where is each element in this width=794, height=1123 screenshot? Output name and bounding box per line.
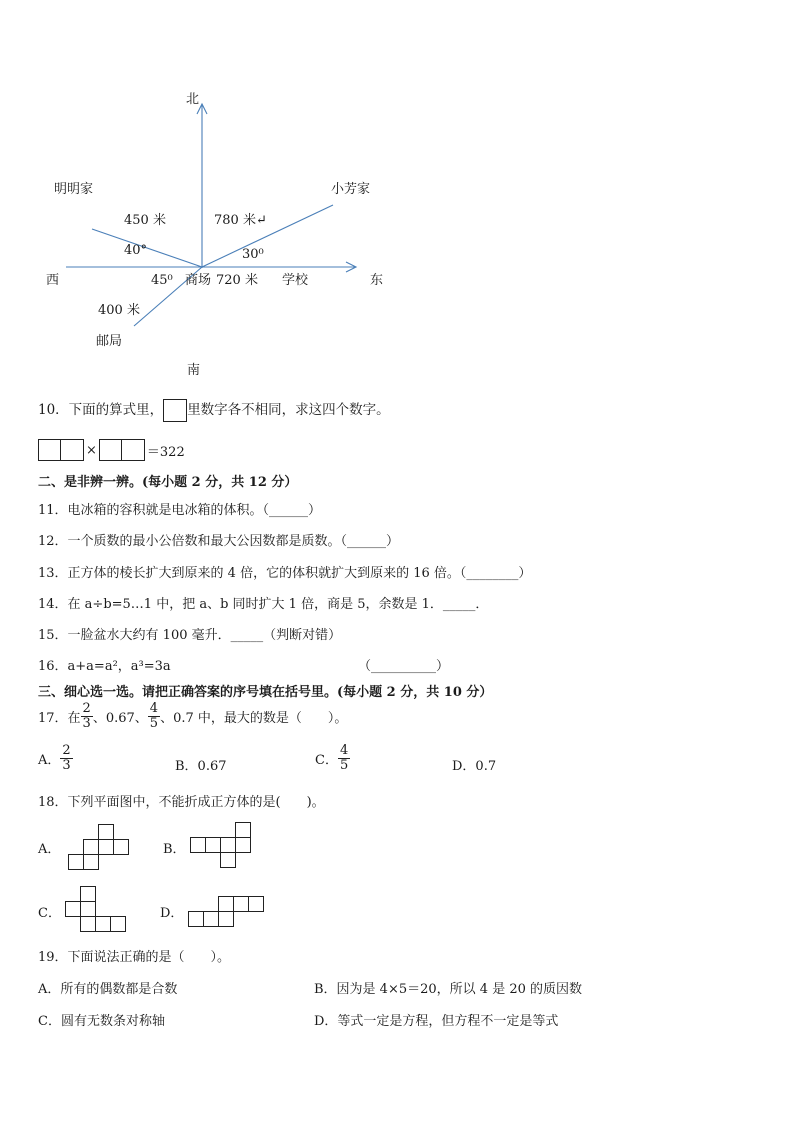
q17-option-c-den: 5 [339, 757, 349, 773]
east-label: 东 [370, 273, 384, 288]
xiaofang-home-label: 小芳家 [331, 182, 371, 197]
angle-30: 30⁰ [242, 247, 264, 262]
q10-text-before: 10．下面的算式里， [38, 402, 164, 418]
q17-mid: 、0.67、 [92, 710, 148, 726]
q19-option-b[interactable]: B．因为是 4×5＝20，所以 4 是 20 的质因数 [314, 982, 583, 997]
q17-option-a-label: A． [38, 752, 61, 768]
q17-option-c-frac [338, 744, 350, 772]
q10-times: × [86, 442, 97, 458]
q10-box-4[interactable] [122, 439, 145, 461]
q17-frac-2 [148, 702, 160, 730]
q17-suffix: 、0.7 中，最大的数是（ ）。 [160, 710, 348, 726]
north-label: 北 [186, 92, 200, 107]
q17-frac-2-num: 4 [149, 701, 159, 716]
q17-option-c-label: C． [315, 752, 338, 768]
q17-option-a-den: 3 [62, 757, 71, 773]
q13: 13．正方体的棱长扩大到原来的 4 倍，它的体积就扩大到原来的 16 倍。（________） [38, 566, 532, 581]
q14: 14．在 a÷b=5…1 中，把 a、b 同时扩大 1 倍，商是 5，余数是 1．_____． [38, 597, 489, 612]
q19-option-c[interactable]: C．圆有无数条对称轴 [38, 1014, 165, 1029]
q10-text-after: 里数字各不相同，求这四个数字。 [187, 402, 390, 418]
q17-frac-1-den: 3 [82, 715, 91, 731]
q18-text: 18．下列平面图中，不能折成正方体的是( )。 [38, 795, 325, 810]
q17-frac-1-num: 2 [82, 701, 91, 716]
q17-option-c-num: 4 [339, 743, 349, 758]
section2-heading: 二、是非辨一辨。(每小题 2 分，共 12 分） [38, 475, 298, 490]
q18-option-d-net [186, 895, 266, 929]
q17-option-a[interactable] [38, 744, 73, 772]
q10-digit-box-sample [163, 399, 187, 422]
distance-450: 450 米 [124, 213, 166, 228]
q17-line [38, 702, 347, 730]
q16-left: 16．a+a=a²，a³=3a [38, 659, 171, 674]
q17-prefix: 17．在 [38, 710, 81, 726]
q17-frac-2-den: 5 [149, 715, 159, 731]
q10-line [38, 398, 390, 422]
q18-option-b-label[interactable]: B． [163, 842, 186, 857]
q19-text: 19．下面说法正确的是（ ）。 [38, 950, 231, 965]
q10-box-1[interactable] [38, 439, 61, 461]
q17-option-b[interactable]: B．0.67 [175, 759, 227, 774]
q17-option-d[interactable]: D．0.7 [452, 759, 497, 774]
section3-heading: 三、细心选一选。请把正确答案的序号填在括号里。(每小题 2 分，共 10 分） [38, 685, 493, 700]
q18-option-c-net [63, 885, 129, 933]
q19-option-a[interactable]: A．所有的偶数都是合数 [38, 982, 178, 997]
q10-box-3[interactable] [99, 439, 122, 461]
distance-720: 720 米 [216, 273, 258, 288]
distance-780: 780 米↵ [214, 213, 267, 228]
q18-option-b-net [188, 821, 254, 869]
q10-equation [38, 439, 185, 461]
south-label: 南 [187, 363, 201, 378]
q18-option-c-label[interactable]: C． [38, 906, 61, 921]
mingming-home-label: 明明家 [54, 182, 94, 197]
q17-frac-1 [81, 702, 93, 730]
q18-option-d-label[interactable]: D． [160, 906, 184, 921]
mall-label: 商场 [185, 273, 212, 288]
post-office-label: 邮局 [96, 334, 123, 349]
angle-40: 40° [124, 243, 148, 258]
distance-400: 400 米 [98, 303, 140, 318]
q11: 11．电冰箱的容积就是电冰箱的体积。（______） [38, 503, 322, 518]
angle-45: 45⁰ [151, 273, 173, 288]
q12: 12．一个质数的最小公倍数和最大公因数都是质数。（______） [38, 534, 400, 549]
q19-option-d[interactable]: D．等式一定是方程，但方程不一定是等式 [314, 1014, 559, 1029]
q15: 15．一脸盆水大约有 100 毫升．_____（判断对错） [38, 628, 342, 643]
q17-option-a-frac [60, 744, 72, 772]
q17-option-c[interactable] [315, 744, 350, 772]
q17-option-a-num: 2 [62, 743, 71, 758]
q10-box-2[interactable] [61, 439, 84, 461]
q18-option-a-net [66, 823, 132, 871]
q16-right: （__________） [358, 659, 450, 674]
school-label: 学校 [282, 273, 309, 288]
direction-diagram [0, 0, 794, 385]
q18-option-a-label[interactable]: A． [38, 842, 61, 857]
q10-equals: ＝322 [146, 444, 185, 460]
west-label: 西 [46, 273, 60, 288]
